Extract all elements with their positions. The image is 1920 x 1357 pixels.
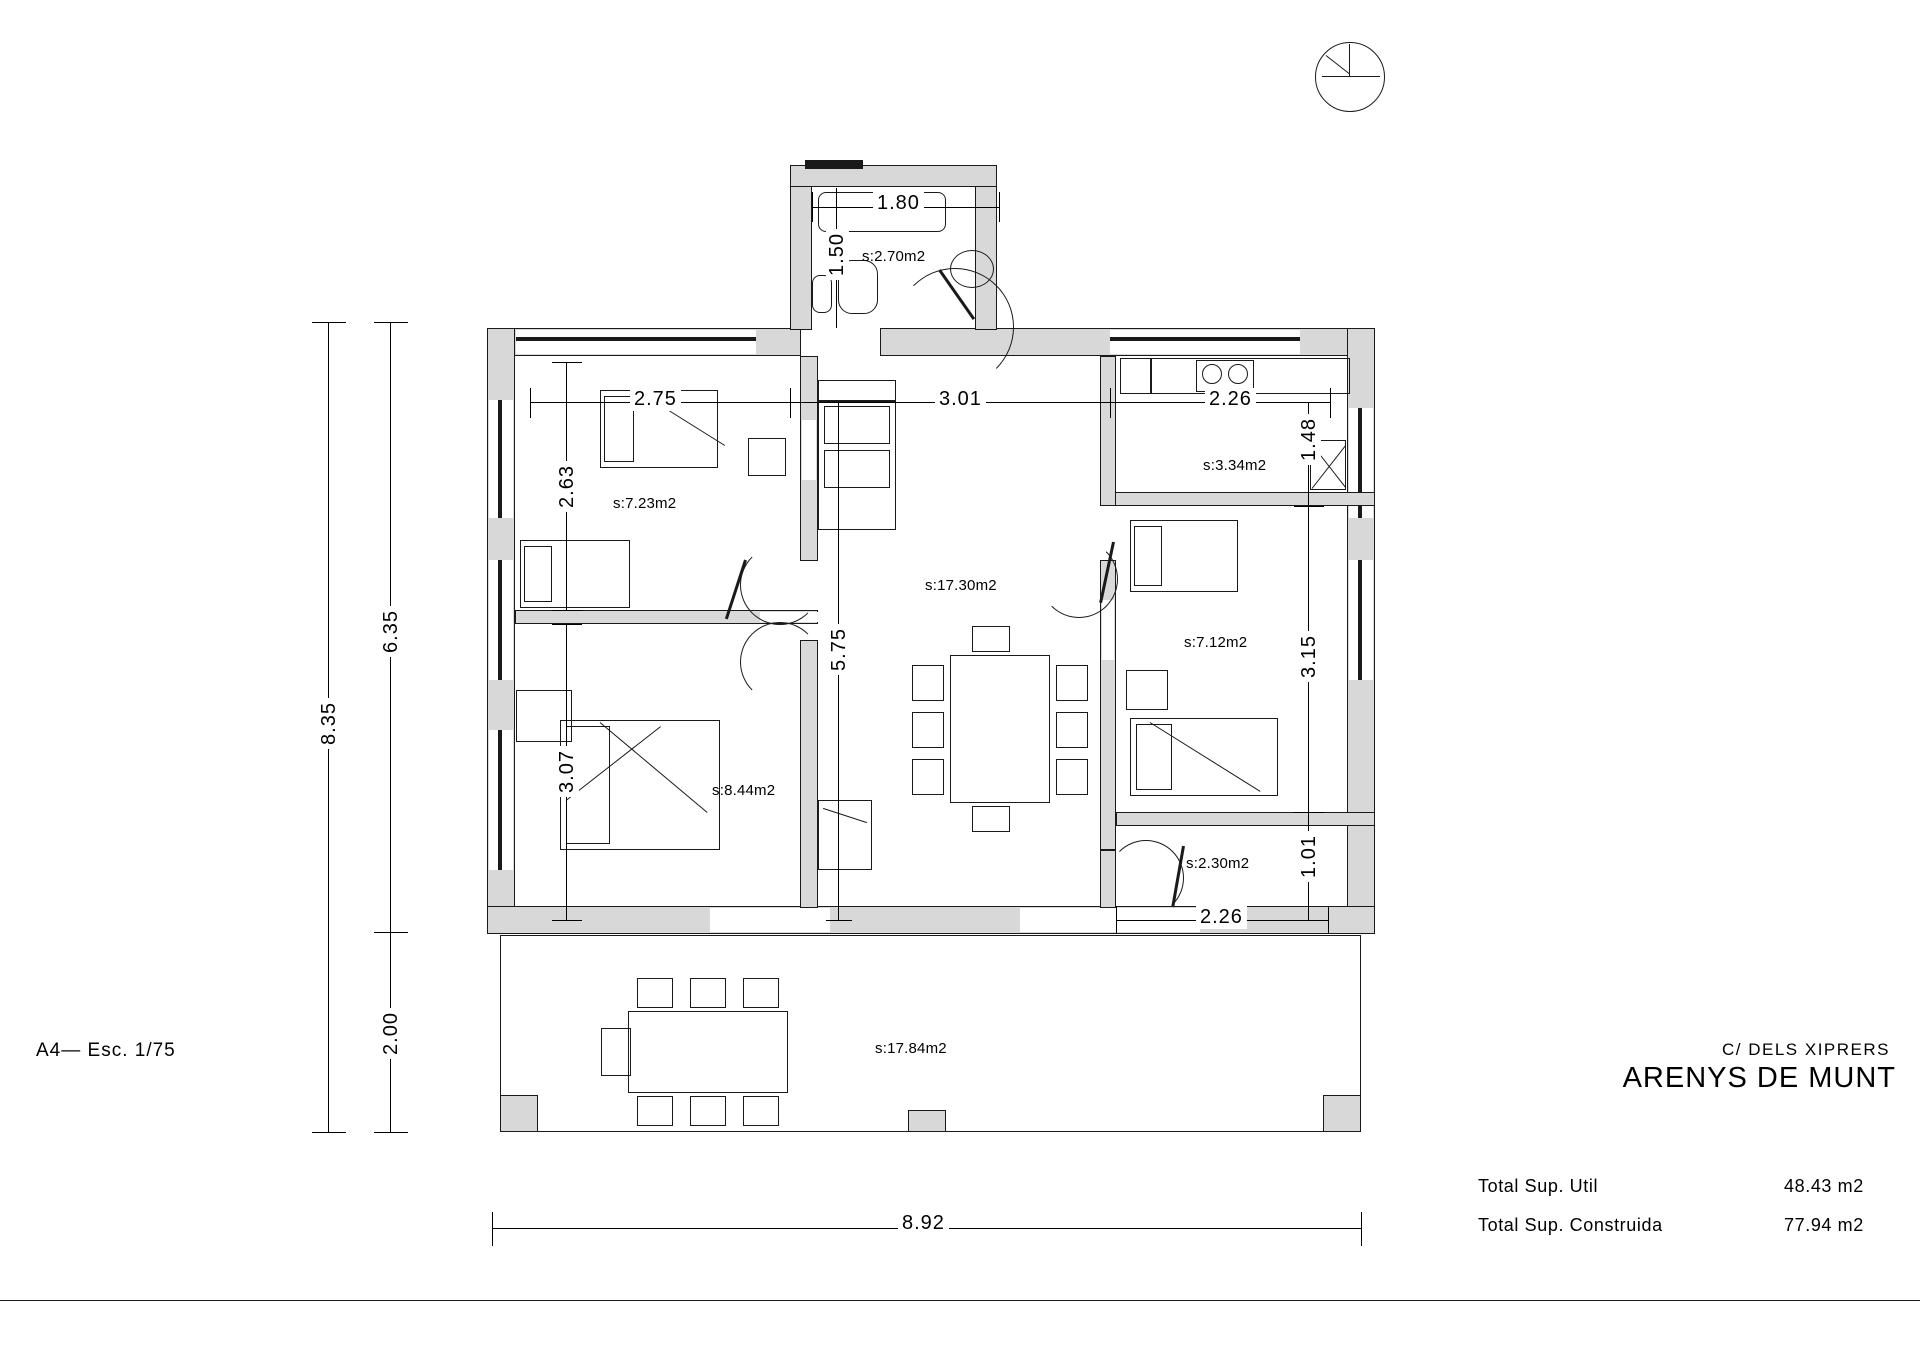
stove-burner-1	[1202, 364, 1222, 384]
dim-bathroom-width: 1.80	[873, 192, 924, 215]
dim-tick-hw-2	[1328, 906, 1329, 934]
bathroom-door-arc	[896, 268, 1014, 386]
dining-chair-l2	[912, 712, 944, 748]
dim-tick-bmd-1	[552, 624, 582, 625]
dining-chair-r3	[1056, 759, 1088, 795]
dim-tick-th-2	[312, 1132, 346, 1133]
bathroom-window-sash	[805, 160, 863, 169]
dim-tick-t1	[530, 388, 531, 418]
window-sash-left-mid	[498, 560, 502, 680]
dining-chair-bottom	[972, 806, 1010, 832]
window-sash-right-mid	[1358, 560, 1362, 680]
dim-tick-hw-1	[1116, 906, 1117, 934]
dim-living-depth: 5.75	[828, 624, 851, 675]
dim-tick-t2	[790, 388, 791, 418]
total-construida-value: 77.94 m2	[1784, 1215, 1864, 1235]
tv-unit-living	[818, 800, 872, 870]
partition-kitchen-bottom	[1100, 492, 1375, 506]
window-opening-top-left	[516, 330, 756, 354]
dim-bedroom-second-depth: 3.15	[1298, 631, 1321, 682]
dim-tick-hh-1	[374, 322, 408, 323]
window-sash-top-left	[516, 337, 756, 341]
opening-living-bedroomsmall	[802, 420, 816, 480]
bathroom-wall-left	[790, 165, 812, 330]
terrace-pillar-mid	[908, 1110, 946, 1132]
dim-tick-th-1	[312, 322, 346, 323]
dining-chair-top	[972, 626, 1010, 652]
terrace-pillar-left	[500, 1095, 538, 1132]
terrace-chair-6	[743, 1096, 779, 1126]
nightstand-bedroom-second	[1126, 670, 1168, 710]
sofa-living-cushion-2	[824, 450, 890, 488]
dim-living-width: 3.01	[935, 388, 986, 411]
dim-kitchen-width: 2.26	[1205, 388, 1256, 411]
terrace-chair-1	[637, 978, 673, 1008]
dim-hall-width: 2.26	[1196, 906, 1247, 929]
dim-tick-td-1	[374, 1132, 408, 1133]
total-util-value: 48.43 m2	[1784, 1176, 1864, 1196]
living-area-label: s:17.30m2	[925, 577, 997, 594]
dim-tick-ld-2	[826, 920, 852, 921]
dim-total-height: 8.35	[318, 698, 341, 749]
bedroom-second-area-label: s:7.12m2	[1184, 634, 1248, 651]
dim-terrace-depth: 2.00	[380, 1008, 403, 1059]
terrace-area-label: s:17.84m2	[875, 1040, 947, 1057]
bed-bedroom-second-pillow	[1134, 526, 1162, 586]
stove-burner-2	[1228, 364, 1248, 384]
bidet	[812, 275, 832, 313]
dim-bedroom-small-depth: 2.63	[556, 461, 579, 512]
dim-tick-ow-2	[1361, 1212, 1362, 1246]
town-name: ARENYS DE MUNT	[1622, 1062, 1896, 1094]
terrace-chair-3	[743, 978, 779, 1008]
terrace-chair-4	[637, 1096, 673, 1126]
north-compass-icon	[1315, 42, 1385, 112]
dim-kitchen-depth: 1.48	[1298, 414, 1321, 465]
kitchen-area-label: s:3.34m2	[1203, 457, 1267, 474]
bedroom-small-door-arc	[740, 545, 820, 625]
sofa-living-cushion-1	[824, 406, 890, 444]
terrace-pillar-right	[1323, 1095, 1361, 1132]
armchair-living	[818, 380, 896, 402]
dining-chair-l3	[912, 759, 944, 795]
partition-hall-top	[1116, 812, 1375, 826]
dim-tick-t3	[1110, 388, 1111, 418]
bedroom-main-door-arc	[740, 622, 820, 702]
bathroom-area-label: s:2.70m2	[862, 248, 926, 265]
dim-tick-bsec-1	[1294, 506, 1324, 507]
dining-chair-r2	[1056, 712, 1088, 748]
window-sash-left-lower	[498, 730, 502, 870]
door-opening-bottom-left	[710, 908, 830, 932]
dim-hall-depth: 1.01	[1298, 831, 1321, 882]
dining-chair-r1	[1056, 665, 1088, 701]
bedroom-small-area-label: s:7.23m2	[613, 495, 677, 512]
dining-table-living	[950, 655, 1050, 803]
dim-house-height: 6.35	[380, 606, 403, 657]
terrace-chair-5	[690, 1096, 726, 1126]
dim-tick-bsd-2	[552, 610, 582, 611]
window-sash-left-upper	[498, 400, 502, 518]
total-construida-label: Total Sup. Construida	[1478, 1215, 1663, 1235]
window-opening-top-right	[1110, 330, 1300, 354]
scale-note: A4— Esc. 1/75	[36, 1040, 176, 1061]
dim-tick-bath-w-right	[999, 192, 1000, 222]
window-sash-top-right	[1110, 337, 1300, 341]
dim-tick-ld-1	[826, 402, 852, 403]
dim-tick-bath-w-left	[812, 192, 813, 222]
dim-tick-t4	[1330, 388, 1331, 418]
dim-bedroom-main-depth: 3.07	[556, 746, 579, 797]
bed-bedroom-small-2-pillow	[524, 546, 552, 602]
dim-tick-bsd-1	[552, 362, 582, 363]
terrace-chair-7	[601, 1028, 631, 1076]
hall-area-label: s:2.30m2	[1186, 855, 1250, 872]
dim-overall-width: 8.92	[898, 1212, 949, 1235]
dim-tick-ow-1	[492, 1212, 493, 1246]
dim-tick-hh-2	[374, 932, 408, 933]
nightstand-bedroom-small	[748, 438, 786, 476]
terrace-chair-2	[690, 978, 726, 1008]
dim-bedroom-small-width: 2.75	[630, 388, 681, 411]
dim-tick-bmd-2	[552, 920, 582, 921]
dining-chair-l1	[912, 665, 944, 701]
footer-rule	[0, 1300, 1920, 1301]
total-util-label: Total Sup. Util	[1478, 1176, 1599, 1196]
terrace-table	[628, 1011, 788, 1093]
dim-tick-bsec-2	[1294, 812, 1324, 813]
fridge	[1120, 358, 1152, 394]
wardrobe-bedroom-main	[516, 690, 572, 742]
dim-bathroom-depth: 1.50	[826, 229, 849, 280]
partition-kitchen-left	[1100, 356, 1116, 506]
bedroom-main-area-label: s:8.44m2	[712, 782, 776, 799]
street-name: C/ DELS XIPRERS	[1722, 1040, 1890, 1059]
